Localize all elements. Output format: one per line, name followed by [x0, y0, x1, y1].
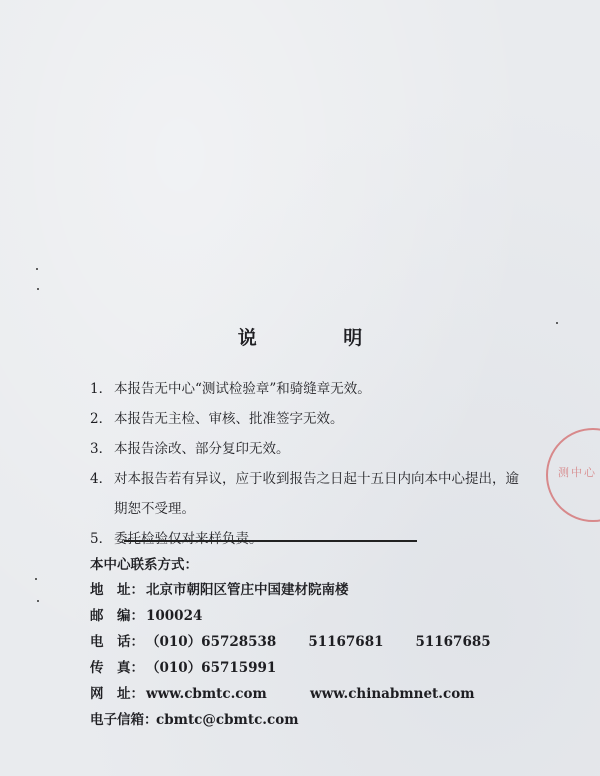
address-label: 地 址：: [90, 582, 144, 598]
note-number: 4．: [90, 471, 113, 487]
scan-speck: [35, 578, 37, 580]
website-row: [90, 681, 570, 707]
address-value: 北京市朝阳区管庄中国建材院南楼: [146, 582, 349, 598]
note-text: 本报告无主检、审核、批准签字无效。: [114, 411, 344, 427]
fax-label: 传 真：: [90, 660, 144, 676]
seal-stamp: [546, 428, 600, 522]
phone-row: [90, 629, 570, 655]
note-number: 1．: [90, 381, 113, 397]
page-title: 说 明: [237, 327, 403, 349]
email-label: 电子信箱：: [90, 712, 158, 728]
note-item: [90, 404, 540, 434]
scan-speck: [36, 268, 38, 270]
note-item: [90, 524, 540, 554]
note-text: 对本报告若有异议，应于收到报告之日起十五日内向本中心提出，逾: [114, 471, 519, 487]
website-label: 网 址：: [90, 686, 144, 702]
note-text-continuation: 期恕不受理。: [114, 501, 195, 517]
note-text-block: [114, 464, 540, 524]
scan-speck: [37, 288, 39, 290]
postcode-value: 100024: [146, 608, 203, 624]
postcode-row: [90, 603, 570, 629]
notes-list: [90, 374, 540, 554]
email-row: [90, 707, 570, 733]
email-link[interactable]: cbmtc@cbmtc.com: [156, 712, 299, 728]
note-item: [90, 374, 540, 404]
seal-stamp-text: 测中心: [558, 466, 597, 479]
postcode-label: 邮 编：: [90, 608, 144, 624]
scan-speck: [37, 600, 39, 602]
note-item: [90, 434, 540, 464]
scan-speck: [556, 322, 558, 324]
note-item: [90, 464, 540, 524]
address-row: [90, 577, 570, 603]
note-text: 本报告涂改、部分复印无效。: [114, 441, 290, 457]
contact-heading: 本中心联系方式：: [90, 557, 198, 573]
fax-row: [90, 655, 570, 681]
phone-value: 51167681: [308, 634, 384, 650]
note-text: 委托检验仅对来样负责。: [114, 531, 263, 547]
note-text: 本报告无中心“测试检验章”和骑缝章无效。: [114, 381, 371, 397]
website-link[interactable]: www.chinabmnet.com: [310, 686, 475, 702]
website-link[interactable]: www.cbmtc.com: [146, 686, 267, 702]
phone-label: 电 话：: [90, 634, 144, 650]
note-number: 3．: [90, 441, 113, 457]
section-divider: [124, 540, 417, 542]
note-number: 2．: [90, 411, 113, 427]
note-number: 5．: [90, 531, 113, 547]
phone-value: 51167685: [415, 634, 491, 650]
phone-value: （010）65728538: [146, 634, 277, 650]
fax-value: （010）65715991: [146, 660, 277, 676]
contact-section: [90, 553, 570, 733]
